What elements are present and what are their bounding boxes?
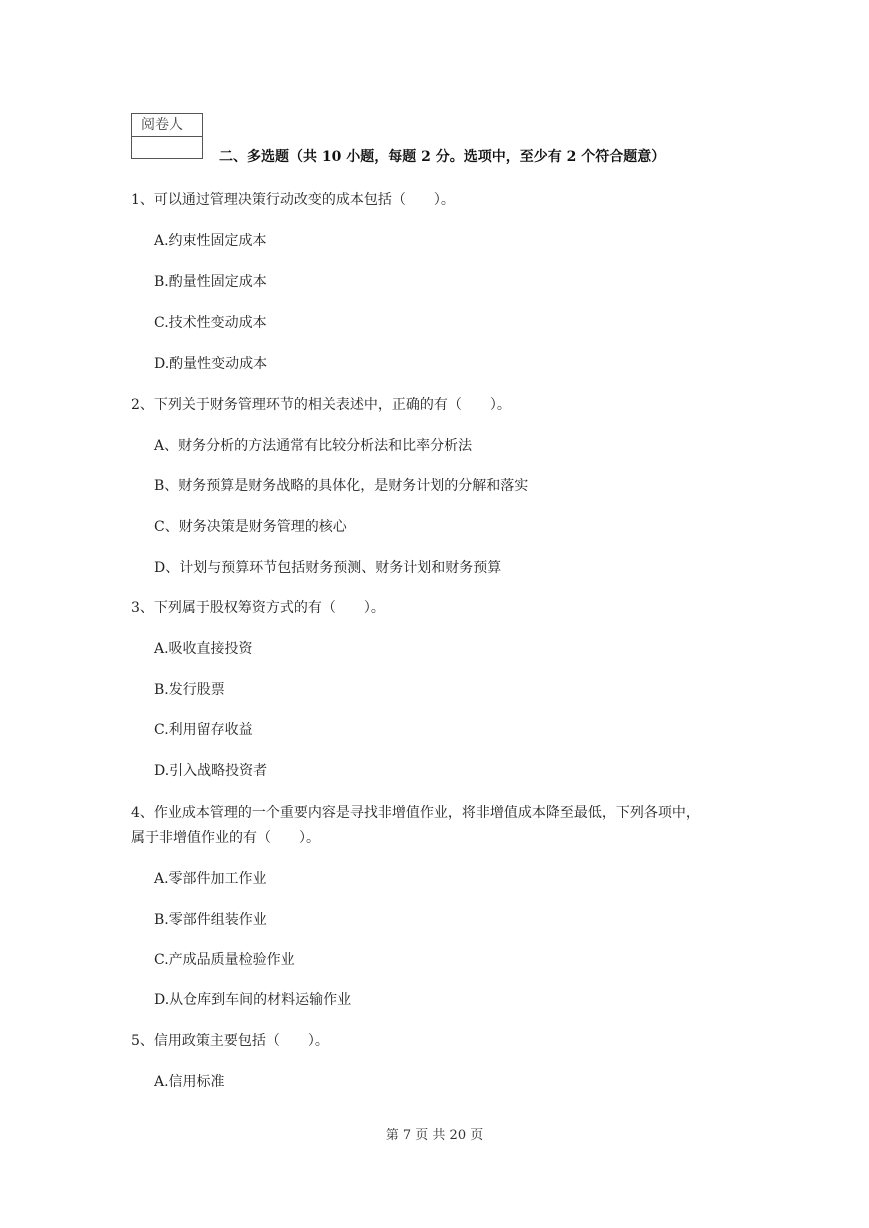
grader-box xyxy=(131,113,203,159)
question-4-option-c: C.产成品质量检验作业 xyxy=(154,952,295,968)
question-1-stem: 1、可以通过管理决策行动改变的成本包括（ ）。 xyxy=(131,192,455,208)
question-2-stem: 2、下列关于财务管理环节的相关表述中，正确的有（ ）。 xyxy=(131,397,511,413)
question-4-option-b: B.零部件组装作业 xyxy=(154,912,267,928)
question-1-option-b: B.酌量性固定成本 xyxy=(154,274,267,290)
question-1-option-a: A.约束性固定成本 xyxy=(154,233,267,249)
question-5-option-a: A.信用标准 xyxy=(154,1074,225,1090)
question-4-option-d: D.从仓库到车间的材料运输作业 xyxy=(154,992,352,1008)
question-2-option-c: C、财务决策是财务管理的核心 xyxy=(154,519,347,535)
question-3-option-b: B.发行股票 xyxy=(154,682,225,698)
question-3-stem: 3、下列属于股权筹资方式的有（ ）。 xyxy=(131,600,385,616)
question-4-stem-line-1: 4、作业成本管理的一个重要内容是寻找非增值作业，将非增值成本降至最低，下列各项中， xyxy=(131,805,700,821)
grader-label: 阅卷人 xyxy=(132,114,202,137)
question-1-option-d: D.酌量性变动成本 xyxy=(154,356,268,372)
grader-score-blank xyxy=(132,137,202,159)
question-3-option-c: C.利用留存收益 xyxy=(154,722,253,738)
question-3-option-a: A.吸收直接投资 xyxy=(154,641,253,657)
question-1-option-c: C.技术性变动成本 xyxy=(154,315,267,331)
question-2-option-b: B、财务预算是财务战略的具体化，是财务计划的分解和落实 xyxy=(154,478,529,494)
question-5-stem: 5、信用政策主要包括（ ）。 xyxy=(131,1033,329,1049)
page-footer: 第 7 页 共 20 页 xyxy=(385,1128,484,1143)
question-2-option-d: D、计划与预算环节包括财务预测、财务计划和财务预算 xyxy=(154,560,502,576)
question-4-option-a: A.零部件加工作业 xyxy=(154,871,267,887)
question-3-option-d: D.引入战略投资者 xyxy=(154,763,268,779)
section-title: 二、多选题（共 10 小题，每题 2 分。选项中，至少有 2 个符合题意） xyxy=(219,149,666,165)
question-4-stem-line-2: 属于非增值作业的有（ ）。 xyxy=(131,830,320,846)
question-2-option-a: A、财务分析的方法通常有比较分析法和比率分析法 xyxy=(154,438,473,454)
